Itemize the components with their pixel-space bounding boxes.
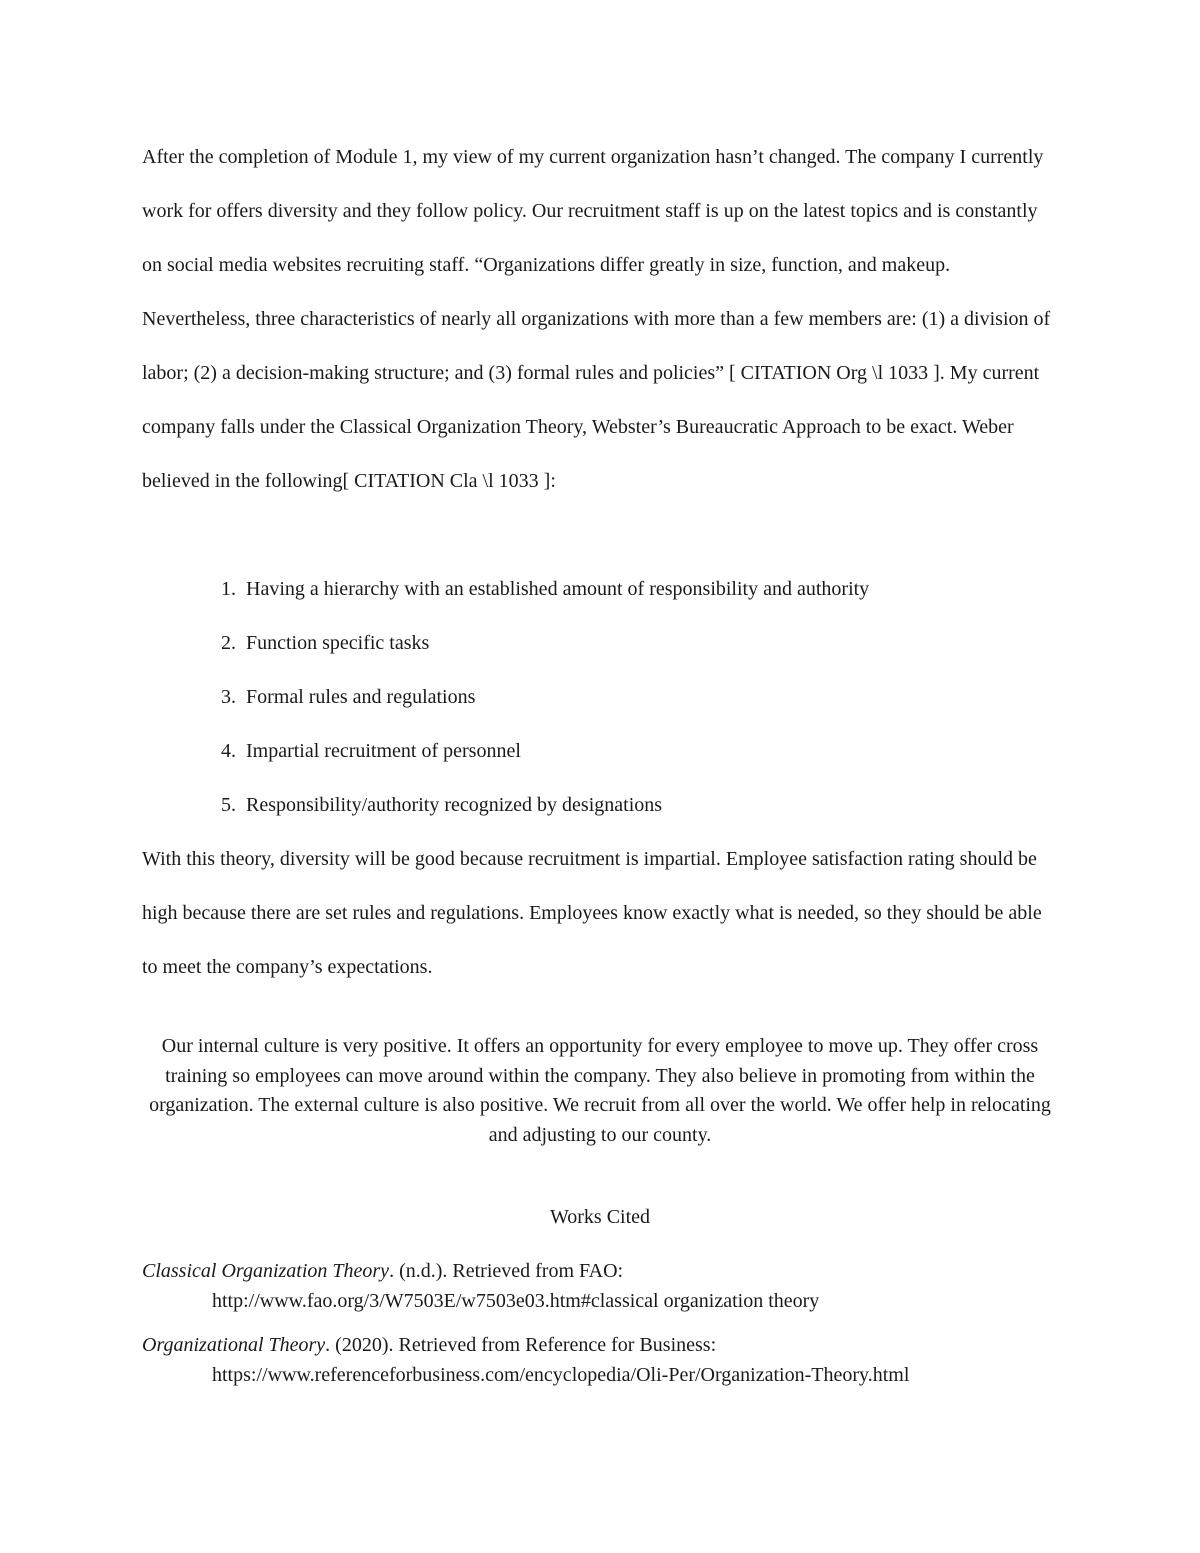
- citation-entry-2: [142, 1330, 1062, 1390]
- citation-details: . (n.d.). Retrieved from FAO:: [389, 1260, 624, 1282]
- list-item-text: Responsibility/authority recognized by designations: [246, 794, 663, 816]
- list-item: [0, 562, 1200, 616]
- citation-title: Organizational Theory: [142, 1334, 326, 1356]
- citation-title: Classical Organization Theory: [142, 1260, 390, 1282]
- body-paragraph-3: Our internal culture is very positive. It offers an opportunity for every employee to move up. They offer cross training so employees can move around within the company. They also believe in promoting from within the organization. The external culture is also positive. We recruit from all over the world. We offer help in relocating and adjusting to our county.: [149, 1035, 1051, 1146]
- citation-entry-1: [142, 1256, 1062, 1316]
- list-item: [0, 724, 1200, 778]
- list-item: [0, 670, 1200, 724]
- list-item-number: 3.: [221, 686, 236, 708]
- works-cited-heading: Works Cited: [549, 1206, 651, 1228]
- citation-details: . (2020). Retrieved from Reference for Business:: [325, 1334, 717, 1356]
- weber-principles-list: [0, 562, 1200, 832]
- list-item-text: Formal rules and regulations: [246, 686, 476, 708]
- body-paragraph-2: With this theory, diversity will be good because recruitment is impartial. Employee satisfaction rating should be high because there are set rules and regulations. Employees know exactly what is needed, so they should be able to meet the company’s expectations.: [142, 848, 1042, 978]
- list-item-text: Impartial recruitment of personnel: [246, 740, 521, 762]
- citation-url: https://www.referenceforbusiness.com/encyclopedia/Oli-Per/Organization-Theory.html: [212, 1364, 910, 1386]
- list-item: [0, 778, 1200, 832]
- body-paragraph-1: After the completion of Module 1, my view of my current organization hasn’t changed. The company I currently work for offers diversity and they follow policy. Our recruitment staff is up on the latest topics and is constantly on social media websites recruiting staff. “Organizations differ greatly in size, function, and makeup. Nevertheless, three characteristics of nearly all organizations with more than a few members are: (1) a division of labor; (2) a decision-making structure; and (3) formal rules and policies” [ CITATION Org \l 1033 ]. My current company falls under the Classical Organization Theory, Webster’s Bureaucratic Approach to be exact. Weber believed in the following[ CITATION Cla \l 1033 ]:: [142, 146, 1051, 492]
- list-item-text: Having a hierarchy with an established amount of responsibility and authority: [246, 578, 870, 600]
- list-item-number: 5.: [221, 794, 236, 816]
- list-item-text: Function specific tasks: [246, 632, 430, 654]
- list-item-number: 4.: [221, 740, 236, 762]
- list-item-number: 2.: [221, 632, 236, 654]
- citation-url: http://www.fao.org/3/W7503E/w7503e03.htm#classical organization theory: [212, 1290, 820, 1312]
- list-item: [0, 616, 1200, 670]
- list-item-number: 1.: [221, 578, 236, 600]
